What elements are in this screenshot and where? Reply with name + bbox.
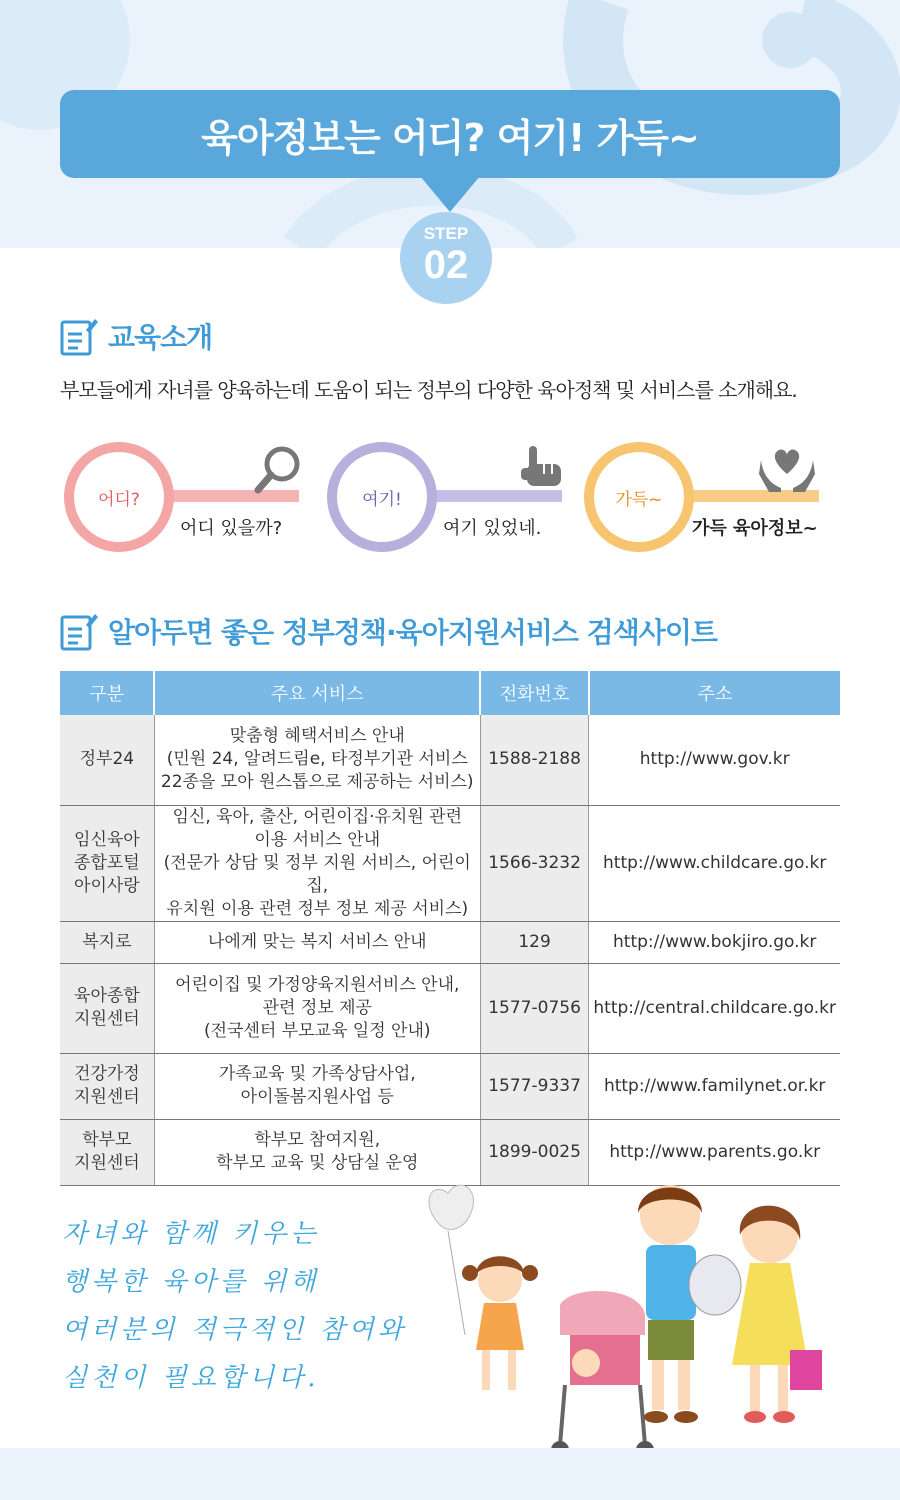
step-label: STEP [423,224,469,243]
service-cell-line: (전국센터 부모교육 일정 안내) [203,1020,431,1041]
phone-cell: 1577-0756 [480,963,589,1053]
phone-cell: 1588-2188 [480,715,589,805]
url-link[interactable]: http://www.parents.go.kr [589,1119,840,1185]
service-cell-line: 학부모 참여지원, [254,1130,381,1150]
service-cell [154,921,480,963]
title-pointer [420,176,480,212]
column-header: 주소 [589,671,840,715]
closing-line: 실천이 필요합니다. [62,1363,320,1393]
pointing-hand-icon [517,444,567,494]
page-title: 육아정보는 어디? 여기! 가득~ [201,115,699,160]
category-cell [60,1053,154,1119]
url-link[interactable]: http://central.childcare.go.kr [589,963,840,1053]
category-cell [60,1119,154,1185]
sites-heading [60,611,717,651]
table-header-row [60,671,840,715]
table-row [60,715,840,805]
step-sub-text: 가득 육아정보~ [692,518,818,539]
service-cell-line: 맞춤형 혜택서비스 안내 [229,726,405,747]
url-link[interactable]: http://www.bokjiro.go.kr [589,921,840,963]
closing-line: 자녀와 함께 키우는 [62,1219,320,1249]
service-cell-line: 유치원 이용 관련 정부 정보 제공 서비스) [166,898,469,919]
phone-cell: 1577-9337 [480,1053,589,1119]
service-cell [154,715,480,805]
service-cell-line: 어린이집 및 가정양육지원서비스 안내, [175,974,460,995]
table-row [60,921,840,963]
service-cell-line: 관련 정보 제공 [262,997,372,1018]
sites-heading-text: 알아두면 좋은 정부정책·육아지원서비스 검색사이트 [108,616,717,649]
category-cell-line: 지원센터 [74,1153,140,1173]
url-link[interactable]: http://www.familynet.or.kr [589,1053,840,1119]
category-cell-line: 임신육아 [74,829,140,850]
magnifier-icon [254,444,304,494]
closing-message [62,1210,407,1402]
table-row [60,963,840,1053]
service-cell-line: (민원 24, 알려드림e, 타정부기관 서비스 [166,749,468,770]
service-cell-line: 학부모 교육 및 상담실 운영 [216,1153,419,1173]
closing-line: 여러분의 적극적인 참여와 [62,1315,407,1345]
step-ring: 가득~ [584,442,694,552]
category-cell [60,715,154,805]
closing-line: 행복한 육아를 위해 [62,1267,320,1297]
table-row [60,1053,840,1119]
service-cell-line: 아이돌봄지원사업 등 [240,1087,394,1107]
step-sub-text: 어디 있을까? [180,518,283,539]
category-cell-line: 아이사랑 [74,875,140,896]
intro-heading [60,316,212,356]
url-link[interactable]: http://www.childcare.go.kr [589,805,840,921]
phone-cell: 1899-0025 [480,1119,589,1185]
service-cell-line: 가족교육 및 가족상담사업, [218,1064,416,1084]
table-body [60,715,840,1185]
category-cell-line: 건강가정 [74,1064,140,1084]
category-cell-line: 정부24 [79,749,135,770]
phone-cell: 1566-3232 [480,805,589,921]
service-cell [154,1053,480,1119]
column-header: 주요 서비스 [154,671,480,715]
category-cell-line: 학부모 [82,1130,132,1150]
step-ring: 어디? [64,442,174,552]
intro-text: 부모들에게 자녀를 양육하는데 도움이 되는 정부의 다양한 육아정책 및 서비스를 소개해요. [60,378,797,402]
category-cell-line: 지원센터 [74,1009,140,1029]
category-cell-line: 복지로 [82,931,132,952]
title-banner [60,90,840,178]
note-pencil-icon [60,611,98,651]
category-cell-line: 종합포털 [74,852,140,873]
bottom-background-band [0,1448,900,1500]
url-link[interactable]: http://www.gov.kr [589,715,840,805]
note-pencil-icon [60,316,98,356]
table-row [60,805,840,921]
service-cell-line: 이용 서비스 안내 [254,829,381,850]
family-illustration [410,1165,850,1465]
phone-cell: 129 [480,921,589,963]
step-sub-text: 여기 있었네. [443,518,542,539]
category-cell-line: 육아종합 [74,986,140,1006]
service-cell [154,805,480,921]
category-cell [60,921,154,963]
hands-heart-icon [756,444,818,494]
step-ring: 여기! [327,442,437,552]
category-cell [60,805,154,921]
column-header: 전화번호 [480,671,589,715]
step-badge [400,212,492,304]
step-number: 02 [423,243,469,287]
service-cell [154,963,480,1053]
service-cell-line: (전문가 상담 및 정부 지원 서비스, 어린이집, [163,852,471,896]
services-table [60,671,840,1186]
category-cell-line: 지원센터 [74,1087,140,1107]
service-cell-line: 나에게 맞는 복지 서비스 안내 [207,931,427,952]
category-cell [60,963,154,1053]
service-cell-line: 22종을 모아 원스톱으로 제공하는 서비스) [160,772,474,793]
column-header: 구분 [60,671,154,715]
service-cell-line: 임신, 육아, 출산, 어린이집·유치원 관련 [172,806,463,827]
intro-heading-text: 교육소개 [108,321,213,354]
